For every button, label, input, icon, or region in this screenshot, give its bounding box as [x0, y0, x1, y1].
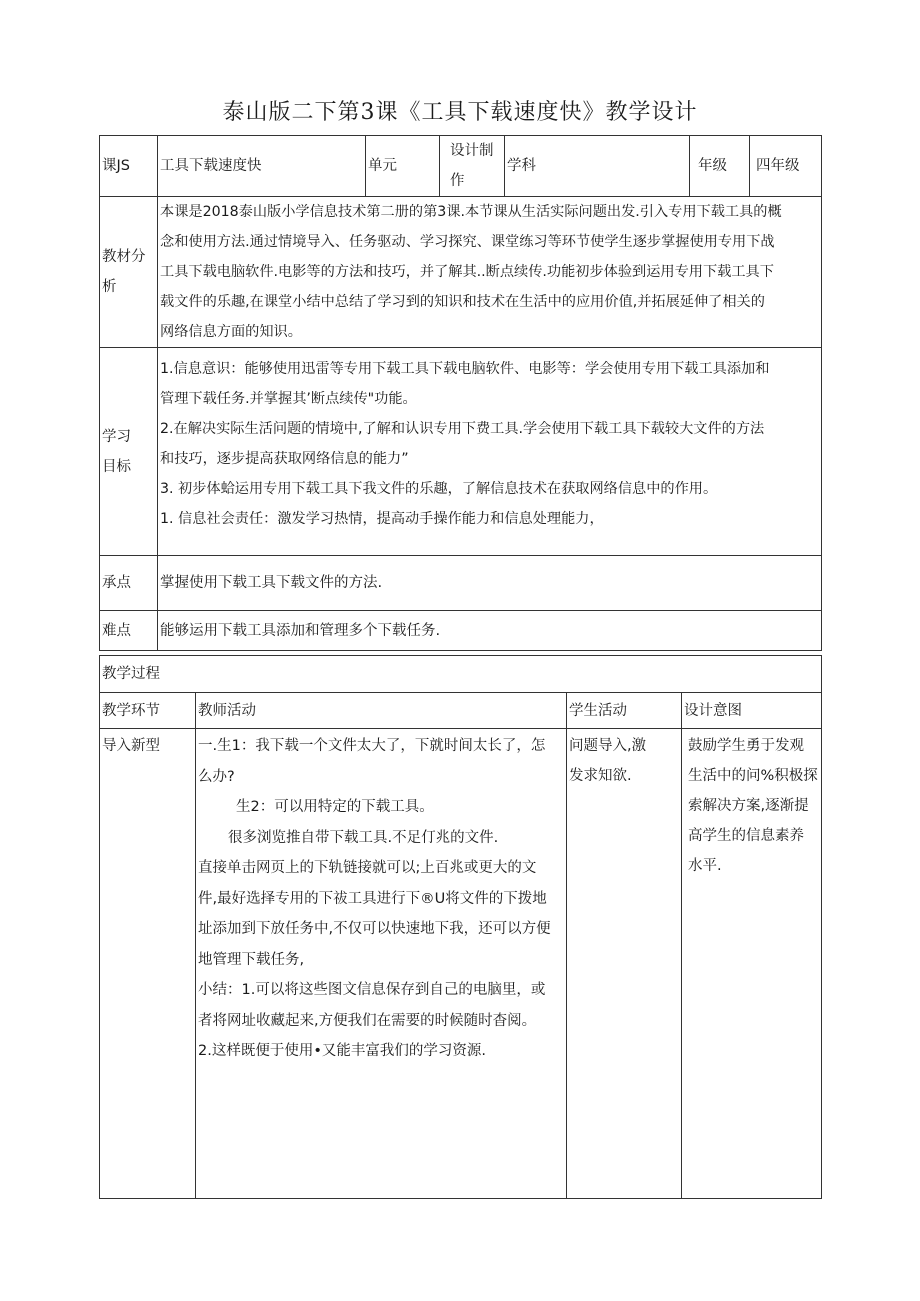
- design-intent-cell: 鼓励学生勇于发观 生活中的问%积极探 索解决方案,逐渐提 高学生的信息素养 水平.: [682, 729, 822, 1199]
- learning-goals-label: 学习 目标: [100, 348, 158, 556]
- material-analysis-label: 教材分 析: [100, 197, 158, 348]
- subject-label: 学科: [505, 136, 690, 197]
- difficulty-text: 能够运用下载工具添加和管理多个下载任务.: [158, 611, 822, 651]
- lesson-info-table: [99, 135, 822, 651]
- difficulty-row: [100, 611, 822, 651]
- info-header-row: [100, 136, 822, 197]
- key-point-row: [100, 556, 822, 611]
- stage-cell: 导入新型: [100, 729, 196, 1199]
- grade-label: 年级: [690, 136, 750, 197]
- column-header-intent: 设计意图: [682, 693, 822, 729]
- learning-goals-row: [100, 348, 822, 556]
- process-title-row: [100, 656, 822, 693]
- process-title: 教学过程: [100, 656, 822, 693]
- unit-label: 单元: [366, 136, 440, 197]
- learning-goals-text: 1.信息意识：能够使用迅雷等专用下载工具下载电脑软件、电影等：学会使用专用下载工具添加和 管理下载任务.并掌握其’断点续传"功能。 2.在解决实际生活问题的情境中,了解和认识专用下费工具.学会使用下载工具下载较大文件的方法 和技巧，逐步提高获取网络信息的能力” 3. 初步体蛤运用专用下载工具下我文件的乐趣，了解信息技术在获取网络信息中的作用。 1. 信息社会责任：激发学习热情，提高动手操作能力和信息处理能力，: [158, 348, 822, 556]
- teacher-activity-cell: 一.生1：我下载一个文件太大了，下就时间太长了，怎 么办? 生2：可以用特定的下载工具。 很多浏览推自带下载工具.不足仃兆的文件. 直接单击网页上的下轨链接就可以;上百兆或更大的文 件,最好选择专用的下祓工具进行下®U将文件的下拨地 址添加到下放任务中,不仅可以快速地下我，还可以方便 地管理下载任务, 小结：1.可以将这些图文信息保存到自己的电脑里，或 者将网址收藏起来,方便我们在需要的时候随时杳阅。 2.这样既便于使用•又能丰富我们的学习资源.: [196, 729, 567, 1199]
- column-header-student: 学生活动: [567, 693, 682, 729]
- lesson-value: 工具下载速度快: [158, 136, 366, 197]
- material-analysis-text: 本课是2018泰山版小学信息技术第二册的第3课.本节课从生活实际问题出发.引入专用下载工具的概 念和使用方法.通过情境导入、任务驱动、学习探究、课堂练习等环节使学生逐步掌握使用专用下战 工具下载电脑软件.电影等的方法和技巧，并了解其..断点续传.功能初步体验到运用专用下载工具下 载文件的乐趣,在课堂小结中总结了学习到的知识和技术在生活中的应用价值,并拓展延伸了相关的 网络信息方面的知识。: [158, 197, 822, 348]
- column-header-teacher: 教师活动: [196, 693, 567, 729]
- grade-value: 四年级: [750, 136, 822, 197]
- difficulty-label: 难点: [100, 611, 158, 651]
- process-header-row: [100, 693, 822, 729]
- student-activity-cell: 问题导入,激 发求知欲.: [567, 729, 682, 1199]
- column-header-stage: 教学环节: [100, 693, 196, 729]
- process-row-intro: [100, 729, 822, 1199]
- design-label: 设计制作: [440, 136, 505, 197]
- key-point-label: 承点: [100, 556, 158, 611]
- teaching-process-table: [99, 655, 822, 1199]
- document-title: 泰山版二下第3课《工具下载速度快》教学设计: [222, 100, 698, 125]
- material-analysis-row: [100, 197, 822, 348]
- lesson-label: 课JS: [100, 136, 158, 197]
- key-point-text: 掌握使用下载工具下载文件的方法.: [158, 556, 822, 611]
